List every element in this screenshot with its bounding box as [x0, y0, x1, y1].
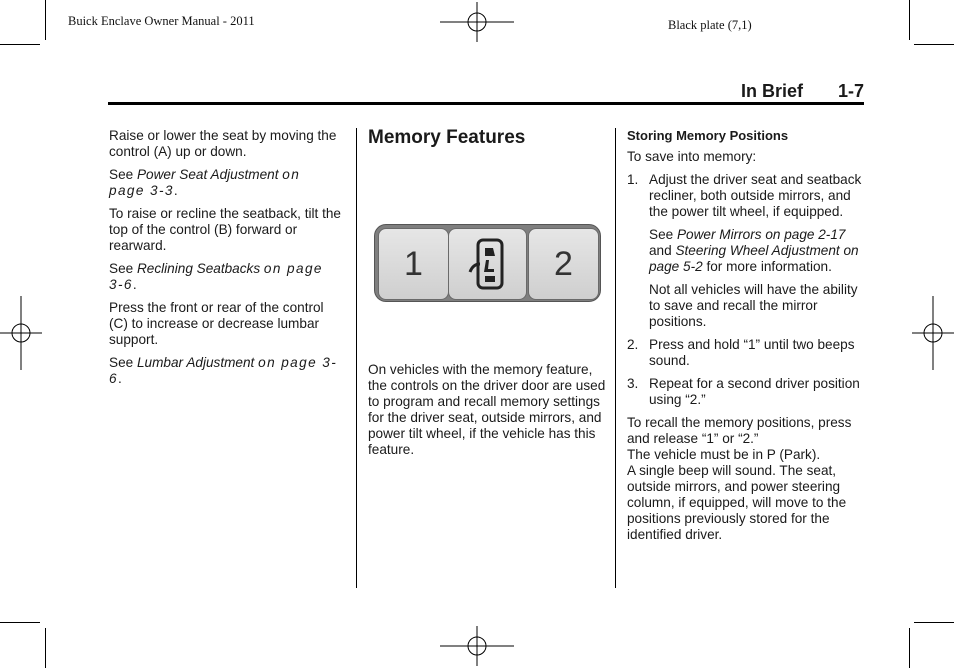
list-item: 1. Adjust the driver seat and seatback recliner, both outside mirrors, and the power tilt wheel, if equipped.	[627, 172, 862, 219]
memory-button-2[interactable]: 2	[528, 228, 599, 300]
cross-reference: See Reclining Seatbacks on page 3-6.	[109, 261, 323, 292]
paragraph: Not all vehicles will have the ability to save and recall the mirror positions.	[649, 282, 858, 329]
crop-mark	[914, 622, 954, 623]
page-number: 1-7	[838, 81, 865, 101]
paragraph: The vehicle must be in P (Park).	[627, 447, 821, 462]
memory-button-panel	[374, 224, 601, 302]
column-divider	[615, 128, 616, 588]
cross-reference: See Lumbar Adjustment on page 3-6.	[109, 355, 338, 386]
paragraph: To raise or recline the seatback, tilt the top of the control (B) forward or rearward.	[109, 206, 341, 253]
set-button[interactable]	[448, 228, 527, 300]
crop-mark	[45, 0, 46, 40]
header-rule	[108, 102, 864, 105]
registration-mark-left	[0, 296, 42, 370]
paragraph: To save into memory:	[627, 149, 757, 164]
crop-mark	[909, 628, 910, 668]
paragraph: To recall the memory positions, press and release “1” or “2.”	[627, 415, 852, 446]
left-column	[109, 128, 341, 394]
manual-name: Buick Enclave Owner Manual - 2011	[68, 14, 255, 28]
paragraph: On vehicles with the memory feature, the controls on the driver door are used to program and recall memory settings for the driver seat, outside mirrors, and power tilt wheel, if the vehicle has this feature.	[368, 362, 606, 457]
seat-memory-icon	[468, 236, 508, 292]
crop-mark	[45, 628, 46, 668]
section-title: In Brief	[741, 81, 804, 101]
right-column	[627, 128, 867, 550]
memory-features-title: Memory Features	[368, 127, 526, 148]
crop-mark	[914, 44, 954, 45]
registration-mark-bottom	[440, 626, 514, 666]
column-divider	[356, 128, 357, 588]
list-item: 2. Press and hold “1” until two beeps sound.	[627, 337, 855, 368]
crop-mark	[0, 44, 40, 45]
crop-mark	[909, 0, 910, 40]
paragraph: Raise or lower the seat by moving the control (A) up or down.	[109, 128, 337, 159]
middle-column-body	[368, 362, 608, 465]
storing-memory-subheading: Storing Memory Positions	[627, 128, 789, 143]
list-item: 3. Repeat for a second driver position using “2.”	[627, 376, 860, 407]
plate-label: Black plate (7,1)	[668, 18, 752, 32]
crop-mark	[0, 622, 40, 623]
paragraph: A single beep will sound. The seat, outside mirrors, and power steering column, if equipped, will move to the positions previously stored for the identified driver.	[627, 463, 847, 542]
memory-button-1[interactable]: 1	[378, 228, 449, 300]
cross-reference: See Power Seat Adjustment on page 3-3.	[109, 167, 301, 198]
registration-mark-top	[440, 2, 514, 42]
paragraph: Press the front or rear of the control (C) to increase or decrease lumbar support.	[109, 300, 324, 347]
cross-reference: See Power Mirrors on page 2-17 and Steering Wheel Adjustment on page 5-2 for more information.	[649, 227, 859, 274]
registration-mark-right	[912, 296, 954, 370]
